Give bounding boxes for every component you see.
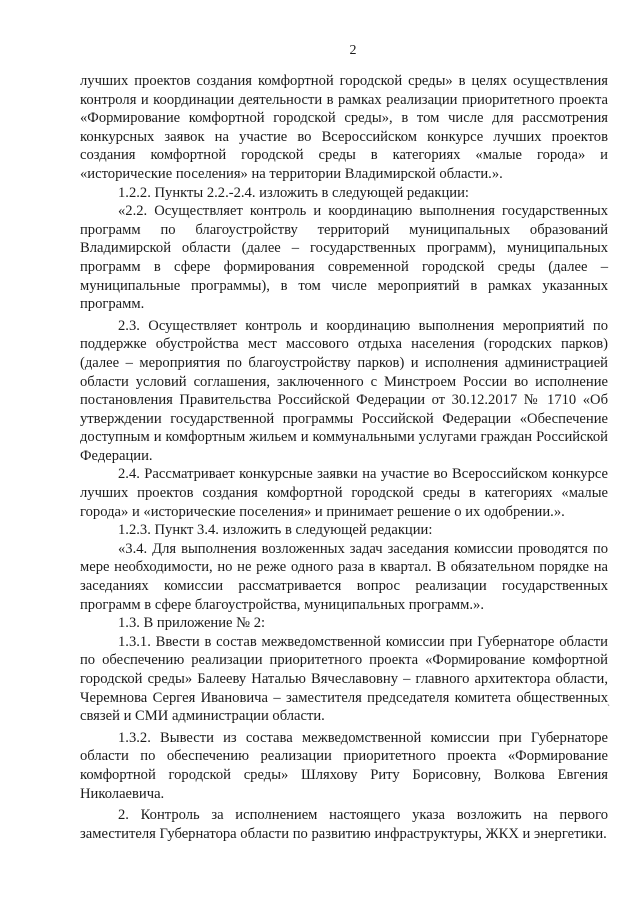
scan-mark: ` xyxy=(607,703,610,713)
paragraph-1-3: 1.3. В приложение № 2: xyxy=(118,615,266,632)
paragraph-3-4: «3.4. Для выполнения возложенных задач заседания комиссии проводятся по мере необходимости, но не реже одного раза в квартал. В обязательном порядке на заседаниях комиссии рассматривается вопрос реализации государственных программ в сфере благоустройства, муниципальных программ.». xyxy=(80,540,608,613)
paragraph-2-2: «2.2. Осуществляет контроль и координацию выполнения государственных программ по благоустройству территорий муниципальных образований Владимирской области (далее – государственных программ), муниципальных программ в сфере формирования современной городской среды (далее – муниципальные программы), в том числе мероприятий в рамках указанных программ. xyxy=(80,203,608,313)
page-number: 2 xyxy=(349,43,357,58)
paragraph-2-control: 2. Контроль за исполнением настоящего указа возложить на первого заместителя Губернатора области по развитию инфраструктуры, ЖКХ и энергетики. xyxy=(80,807,608,842)
paragraph-1-3-1: 1.3.1. Ввести в состав межведомственной комиссии при Губернаторе области по обеспечению реализации приоритетного проекта «Формирование комфортной городской среды» Балееву Наталью Вячеславовну – главного архитектора области, Черемнова Сергея Ивановича – заместителя председателя комитета общественных связей и СМИ администрации области. xyxy=(80,633,608,725)
paragraph-1-3-2: 1.3.2. Вывести из состава межведомственной комиссии при Губернаторе области по обеспечению реализации приоритетного проекта «Формирование комфортной городской среды» Шляхову Риту Борисовну, Волкова Евгения Николаевича. xyxy=(80,729,608,802)
paragraph-1-2-3: 1.2.3. Пункт 3.4. изложить в следующей редакции: xyxy=(118,522,433,539)
paragraph-1-2-2: 1.2.2. Пункты 2.2.-2.4. изложить в следующей редакции: xyxy=(118,184,469,201)
paragraph-2-4: 2.4. Рассматривает конкурсные заявки на участие во Всероссийском конкурсе лучших проектов создания комфортной городской среды в категориях «малые города» и «исторические поселения» и принимает решение о их одобрении.». xyxy=(80,466,608,520)
paragraph-continuation: лучших проектов создания комфортной городской среды» в целях осуществления контроля и координации деятельности в рамках реализации приоритетного проекта «Формирование комфортной городской среды», в том числе для рассмотрения конкурсных заявок на участие во Всероссийском конкурсе лучших проектов создания комфортной городской среды в категориях «малые города» и «исторические поселения» на территории Владимирской области.». xyxy=(80,73,608,182)
paragraph-2-3: 2.3. Осуществляет контроль и координацию выполнения мероприятий по поддержке обустройства мест массового отдыха населения (городских парков) (далее – мероприятия по благоустройству парков) и исполнения администрацией области условий соглашения, заключенного с Минстроем России во исполнение постановления Правительства Российской Федерации от 30.12.2017 № 1710 «Об утверждении государственной программы Российской Федерации «Обеспечение доступным и комфортным жильем и коммунальными услугами граждан Российской Федерации. xyxy=(80,317,608,464)
